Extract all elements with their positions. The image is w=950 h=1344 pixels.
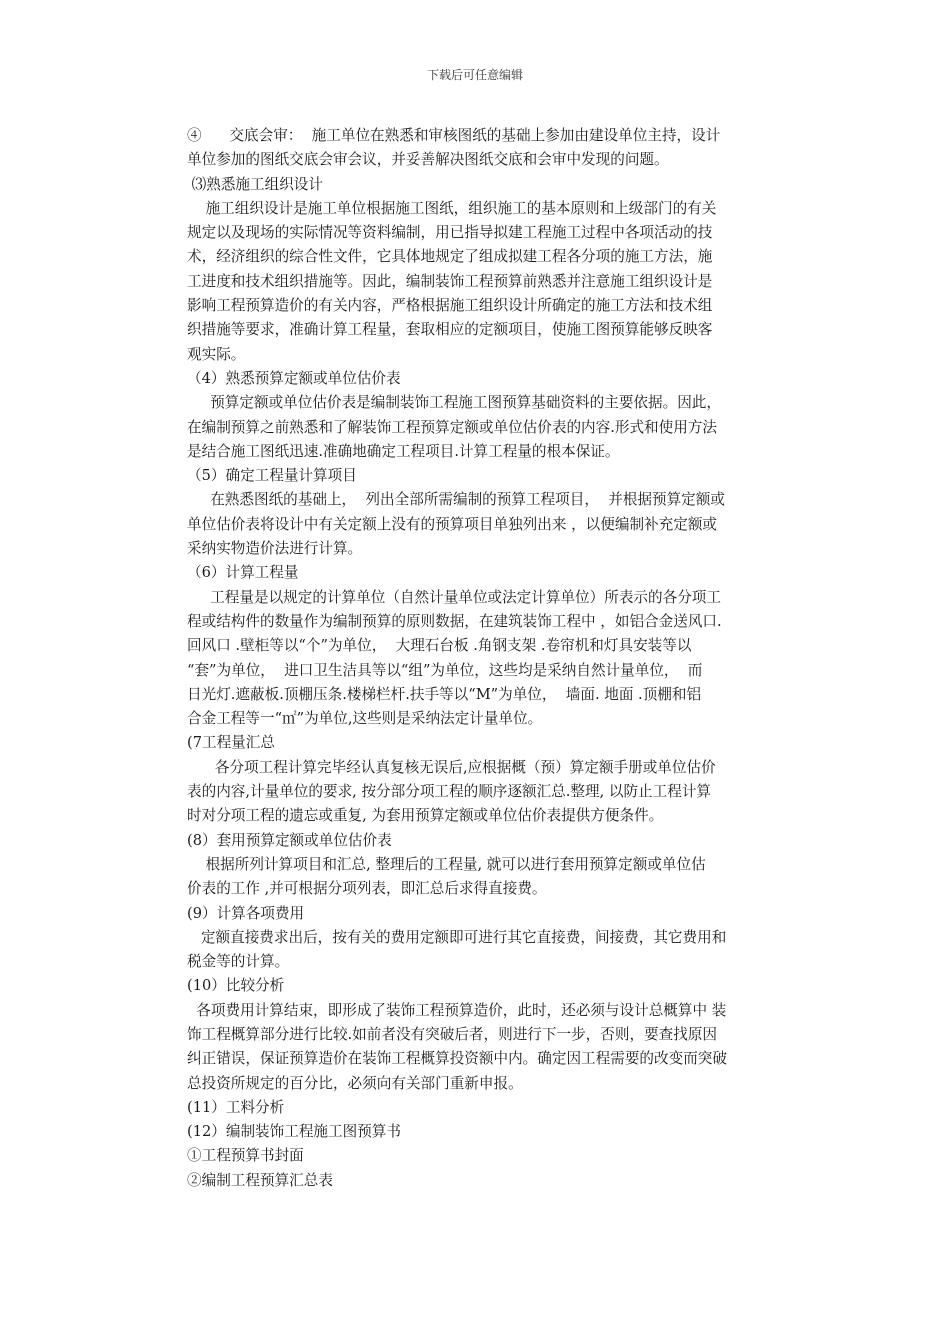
text-line: ⑶熟悉施工组织设计 xyxy=(187,175,323,193)
text-line: 工程量是以规定的计算单位（自然计量单位或法定计算单位）所表示的各分项工 xyxy=(187,588,721,606)
text-line: 术，经济组织的综合性文件，它具体地规定了组成拟建工程各分项的施工方法，施 xyxy=(187,248,713,266)
text-line: 规定以及现场的实际情况等资料编制，用已指导拟建工程施工过程中各项活动的技 xyxy=(187,224,713,242)
text-line: 程或结构件的数量作为编制预算的原则数据，在建筑装饰工程中 ，如铝合金送风口. xyxy=(187,612,722,630)
text-line: （6）计算工程量 xyxy=(187,564,299,582)
text-line: ②编制工程预算汇总表 xyxy=(187,1171,333,1189)
text-line: 在编制预算之前熟悉和了解装饰工程预算定额或单位估价表的内容.形式和使用方法 xyxy=(187,418,718,436)
text-line: ①工程预算书封面 xyxy=(187,1147,304,1165)
text-line: “套”为单位， 进口卫生洁具等以“组”为单位，这些均是采纳自然计量单位， 而 xyxy=(187,661,703,679)
text-line: (7工程量汇总 xyxy=(187,734,275,752)
text-line: 采纳实物造价法进行计算。 xyxy=(187,540,363,558)
text-line: 税金等的计算。 xyxy=(187,953,290,971)
text-line: 各项费用计算结束，即形成了装饰工程预算造价，此时，还必须与设计总概算中 装 xyxy=(187,1001,727,1019)
text-line: 工进度和技术组织措施等。因此，编制装饰工程预算前熟悉并注意施工组织设计是 xyxy=(187,272,713,290)
text-line: 总投资所规定的百分比，必须向有关部门重新申报。 xyxy=(187,1074,523,1092)
text-line: 单位估价表将设计中有关定额上没有的预算项目单独列出来 ，以便编制补充定额或 xyxy=(187,515,718,533)
text-line: ④ 交底会审： 施工单位在熟悉和审核图纸的基础上参加由建设单位主持，设计 xyxy=(187,127,721,144)
text-line: (10）比较分析 xyxy=(187,977,285,995)
text-line: 根据所列计算项目和汇总, 整理后的工程量, 就可以进行套用预算定额或单位估 xyxy=(187,855,706,873)
text-line: 是结合施工图纸迅速.准确地确定工程项目.计算工程量的根本保证。 xyxy=(187,442,620,460)
text-line: 预算定额或单位估价表是编制装饰工程施工图预算基础资料的主要依据。因此， xyxy=(187,394,721,412)
text-line: 定额直接费求出后，按有关的费用定额即可进行其它直接费，间接费，其它费用和 xyxy=(187,928,727,946)
text-line: 观实际。 xyxy=(187,345,246,363)
text-line: 影响工程预算造价的有关内容，严格根据施工组织设计所确定的施工方法和技术组 xyxy=(187,297,713,315)
text-line: （5）确定工程量计算项目 xyxy=(187,467,357,485)
text-line: （4）熟悉预算定额或单位估价表 xyxy=(187,369,401,387)
text-line: 日光灯.遮蔽板.顶棚压条.楼梯栏杆.扶手等以“M”为单位， 墙面. 地面 .顶棚和铝 xyxy=(187,685,702,703)
text-line: 时对分项工程的遗忘或重复, 为套用预算定额或单位估价表提供方便条件。 xyxy=(187,807,664,825)
text-line: 合金工程等一“㎡”为单位,这些则是采纳法定计量单位。 xyxy=(187,710,543,728)
text-line: 各分项工程计算完毕经认真复核无误后,应根据概（预）算定额手册或单位估价 xyxy=(187,758,716,776)
text-line: 在熟悉图纸的基础上， 列出全部所需编制的预算工程项目， 并根据预算定额或 xyxy=(187,491,725,509)
text-line: 表的内容,计量单位的要求, 按分部分项工程的顺序逐额汇总.整理, 以防止工程计算 xyxy=(187,783,712,801)
text-line: (12）编制装饰工程施工图预算书 xyxy=(187,1123,401,1141)
text-line: 纠正错误，保证预算造价在装饰工程概算投资额中内。确定因工程需要的改变而突破 xyxy=(187,1050,727,1068)
text-line: 回风口 .壁柜等以“个”为单位， 大理石台板 .角钢支架 .卷帘机和灯具安装等以 xyxy=(187,637,692,655)
text-line: 施工组织设计是施工单位根据施工图纸，组织施工的基本原则和上级部门的有关 xyxy=(187,199,717,217)
document-body xyxy=(187,124,811,1193)
text-line: 织措施等要求，准确计算工程量，套取相应的定额项目，使施工图预算能够反映客 xyxy=(187,321,713,339)
text-line: 价表的工作 ,并可根据分项列表，即汇总后求得直接费。 xyxy=(187,880,547,898)
page-header: 下载后可任意编辑 xyxy=(426,68,523,82)
text-line: 单位参加的图纸交底会审会议，并妥善解决图纸交底和会审中发现的问题。 xyxy=(187,151,669,169)
text-line: (9）计算各项费用 xyxy=(187,904,305,922)
text-line: (11）工料分析 xyxy=(187,1098,285,1116)
text-line: (8）套用预算定额或单位估价表 xyxy=(187,831,392,849)
text-line: 饰工程概算部分进行比较.如前者没有突破后者，则进行下一步，否则，要查找原因 xyxy=(187,1025,718,1043)
